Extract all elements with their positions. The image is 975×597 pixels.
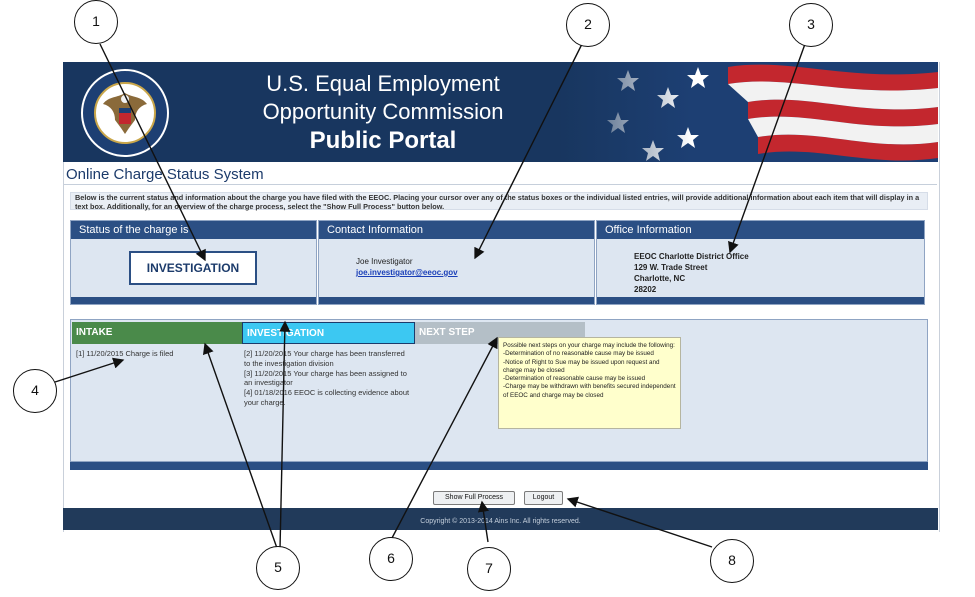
office-city: Charlotte, NC xyxy=(634,274,686,283)
callout-5: 5 xyxy=(256,546,300,590)
callout-1: 1 xyxy=(74,0,118,44)
stage-next-step[interactable]: NEXT STEP xyxy=(415,322,585,344)
timeline-entry[interactable]: [1] 11/20/2015 Charge is filed xyxy=(76,349,174,358)
timeline-entry[interactable]: [3] 11/20/2015 Your charge has been assigned to an investigator xyxy=(244,368,407,388)
callout-3: 3 xyxy=(789,3,833,47)
copyright-text: Copyright © 2013-2014 Ains Inc. All rights reserved. xyxy=(420,518,581,525)
tooltip-line: -Determination of no reasonable cause may be issued xyxy=(503,350,654,358)
tooltip-line: -Determination of reasonable cause may be issued xyxy=(503,375,646,383)
banner-title-line2: Opportunity Commission xyxy=(262,99,504,124)
tooltip-line: Possible next steps on your charge may include the following: xyxy=(503,342,675,349)
stage-investigation[interactable]: INVESTIGATION xyxy=(242,322,415,344)
timeline-entry[interactable]: [4] 01/18/2016 EEOC is collecting evidence about your charge. xyxy=(244,388,410,407)
callout-6: 6 xyxy=(369,537,413,581)
office-zip: 28202 xyxy=(634,285,657,294)
callout-7: 7 xyxy=(467,547,511,591)
tooltip-line: -Charge may be withdrawn with benefits secured independent of EEOC and charge may be closed xyxy=(503,383,676,399)
callout-2: 2 xyxy=(566,3,610,47)
investigator-email-link[interactable]: joe.investigator@eeoc.gov xyxy=(356,268,458,277)
contact-panel-header: Contact Information xyxy=(319,221,594,239)
stage-intake[interactable]: INTAKE xyxy=(72,322,244,344)
page-title: Online Charge Status System xyxy=(66,166,264,183)
office-panel-header: Office Information xyxy=(597,221,924,239)
office-name: EEOC Charlotte District Office xyxy=(634,252,749,261)
office-street: 129 W. Trade Street xyxy=(634,263,708,272)
tooltip-line: -Notice of Right to Sue may be issued upon request and charge may be closed xyxy=(503,358,660,374)
investigator-name: Joe Investigator xyxy=(356,257,413,266)
show-full-process-button[interactable]: Show Full Process xyxy=(433,491,515,505)
callout-4: 4 xyxy=(13,369,57,413)
intro-text: Below is the current status and information about the charge you have filed with the EEOC. Placing your cursor over any of the status boxes or the individual listed entries, will provide additional information about each item that will display in a text box. Additionally, for an overview of the charge process, select the "Show Full Process" button below. xyxy=(70,192,928,210)
banner-title-line1: U.S. Equal Employment xyxy=(266,71,500,96)
callout-8: 8 xyxy=(710,539,754,583)
timeline-entry[interactable]: [2] 11/20/2015 Your charge has been transferred to the investigation division xyxy=(244,349,405,368)
status-value-box[interactable]: INVESTIGATION xyxy=(129,251,257,285)
banner-title-line3: Public Portal xyxy=(309,127,457,154)
status-panel-header: Status of the charge is xyxy=(71,221,316,239)
logout-button[interactable]: Logout xyxy=(524,491,563,505)
